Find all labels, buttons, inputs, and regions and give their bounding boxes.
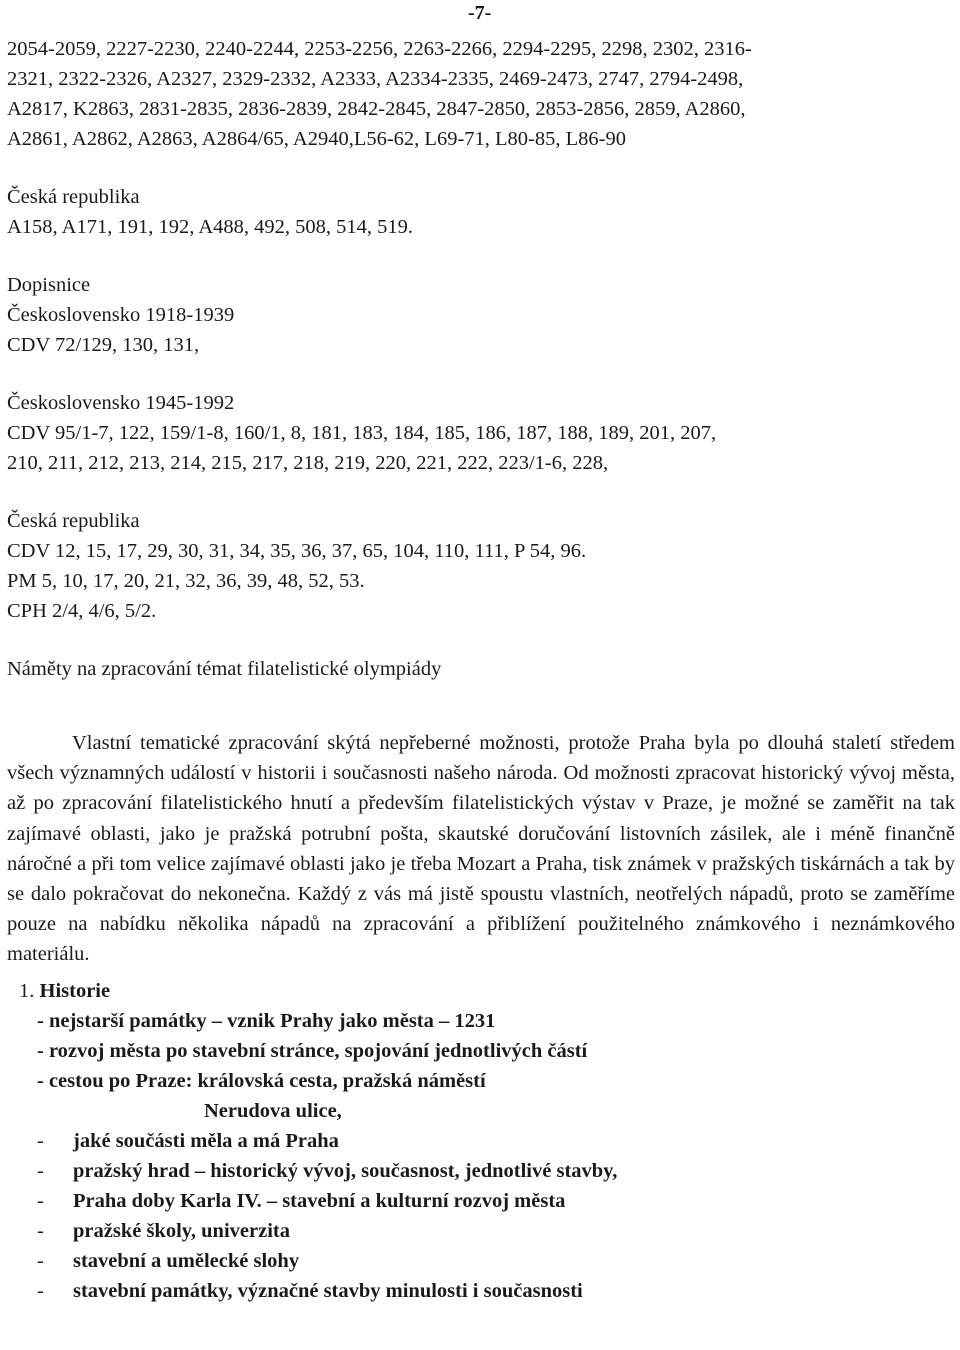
stamp-list-line: 2321, 2322-2326, A2327, 2329-2332, A2333, A2334-2335, 2469-2473, 2747, 2794-2498, [7,68,744,90]
subsection-heading: Česká republika [7,510,140,532]
topic-item: - nejstarší památky – vznik Prahy jako města – 1231 [37,1009,496,1032]
olympiad-heading: Náměty na zpracování témat filatelistické olympiády [7,658,442,680]
dash-bullet: - [37,1189,44,1212]
section-items: A158, A171, 191, 192, A488, 492, 508, 514, 519. [7,216,414,238]
subsection-items: 210, 211, 212, 213, 214, 215, 217, 218, 219, 220, 221, 222, 223/1-6, 228, [7,452,609,474]
subsection-items: CDV 12, 15, 17, 29, 30, 31, 34, 35, 36, 37, 65, 104, 110, 111, P 54, 96. [7,540,587,562]
document-body [7,34,955,1306]
stamp-catalog-list [7,34,955,154]
topic-item-text: pražské školy, univerzita [73,1219,290,1242]
topic-item-text: stavební památky, význačné stavby minulosti i současnosti [73,1279,583,1302]
history-heading [7,976,955,1006]
dopisnice-section [7,270,955,626]
topic-item [7,1216,955,1246]
subsection-heading: Československo 1945-1992 [7,392,235,414]
section-heading: Česká republika [7,186,140,208]
stamp-list-line: 2054-2059, 2227-2230, 2240-2244, 2253-2256, 2263-2266, 2294-2295, 2298, 2302, 2316- [7,38,752,60]
topic-item [7,1126,955,1156]
history-title: Historie [39,979,111,1002]
topic-item-text: pražský hrad – historický vývoj, současnost, jednotlivé stavby, [73,1159,618,1182]
topic-item [7,1246,955,1276]
dash-bullet: - [37,1249,44,1272]
topic-item [7,1186,955,1216]
stamp-list-line: A2861, A2862, A2863, A2864/65, A2940,L56-62, L69-71, L80-85, L86-90 [7,128,626,150]
olympiad-paragraph-text: Vlastní tematické zpracování skýtá nepřeberné možnosti, protože Praha byla po dlouhá staletí středem všech významných událostí v historii i současnosti našeho národa. Od možnosti zpracovat historický vývoj města, až po zpracování filatelistického hnutí a především filatelistických výstav v Praze, je možné se zaměřit na tak zajímavé oblasti, jako je pražská potrubní pošta, skautské doručování listovních zásilek, ale i méně finančně náročné a při tom velice zajímavé oblasti jako je třeba Mozart a Praha, tisk známek v pražských tiskárnách a tak by se dalo pokračovat do nekonečna. Každý z vás má jistě spoustu vlastních, neotřelých nápadů, proto se zaměříme pouze na nabídku několika nápadů na zpracování a přiblížení použitelného známkového i neznámkového materiálu. [7,732,955,966]
topic-subitem: Nerudova ulice, [204,1099,342,1122]
topic-item: - cestou po Praze: královská cesta, pražská náměstí [37,1069,486,1092]
dash-bullet: - [37,1219,44,1242]
subsection-items: CDV 72/129, 130, 131, [7,334,200,356]
topic-item-text: stavební a umělecké slohy [73,1249,300,1272]
topic-item [7,1276,955,1306]
history-number: 1. [19,979,35,1002]
topic-item-text: Praha doby Karla IV. – stavební a kulturní rozvoj města [73,1189,566,1212]
topic-item [7,1156,955,1186]
dash-bullet: - [37,1129,44,1152]
subsection-heading: Československo 1918-1939 [7,304,235,326]
subsection-items: CPH 2/4, 4/6, 5/2. [7,600,157,622]
subsection-items: CDV 95/1-7, 122, 159/1-8, 160/1, 8, 181, 183, 184, 185, 186, 187, 188, 189, 201, 207, [7,422,717,444]
ceska-republika-section [7,182,955,242]
olympiad-paragraph [7,728,955,970]
topic-item: - rozvoj města po stavební stránce, spojování jednotlivých částí [37,1039,588,1062]
topic-item-text: jaké součásti měla a má Praha [73,1129,339,1152]
history-topics [7,976,955,1306]
stamp-list-line: A2817, K2863, 2831-2835, 2836-2839, 2842-2845, 2847-2850, 2853-2856, 2859, A2860, [7,98,746,120]
subsection-items: PM 5, 10, 17, 20, 21, 32, 36, 39, 48, 52, 53. [7,570,365,592]
section-heading: Dopisnice [7,274,91,296]
dash-bullet: - [37,1159,44,1182]
page-number: -7- [468,2,492,24]
dash-bullet: - [37,1279,44,1302]
